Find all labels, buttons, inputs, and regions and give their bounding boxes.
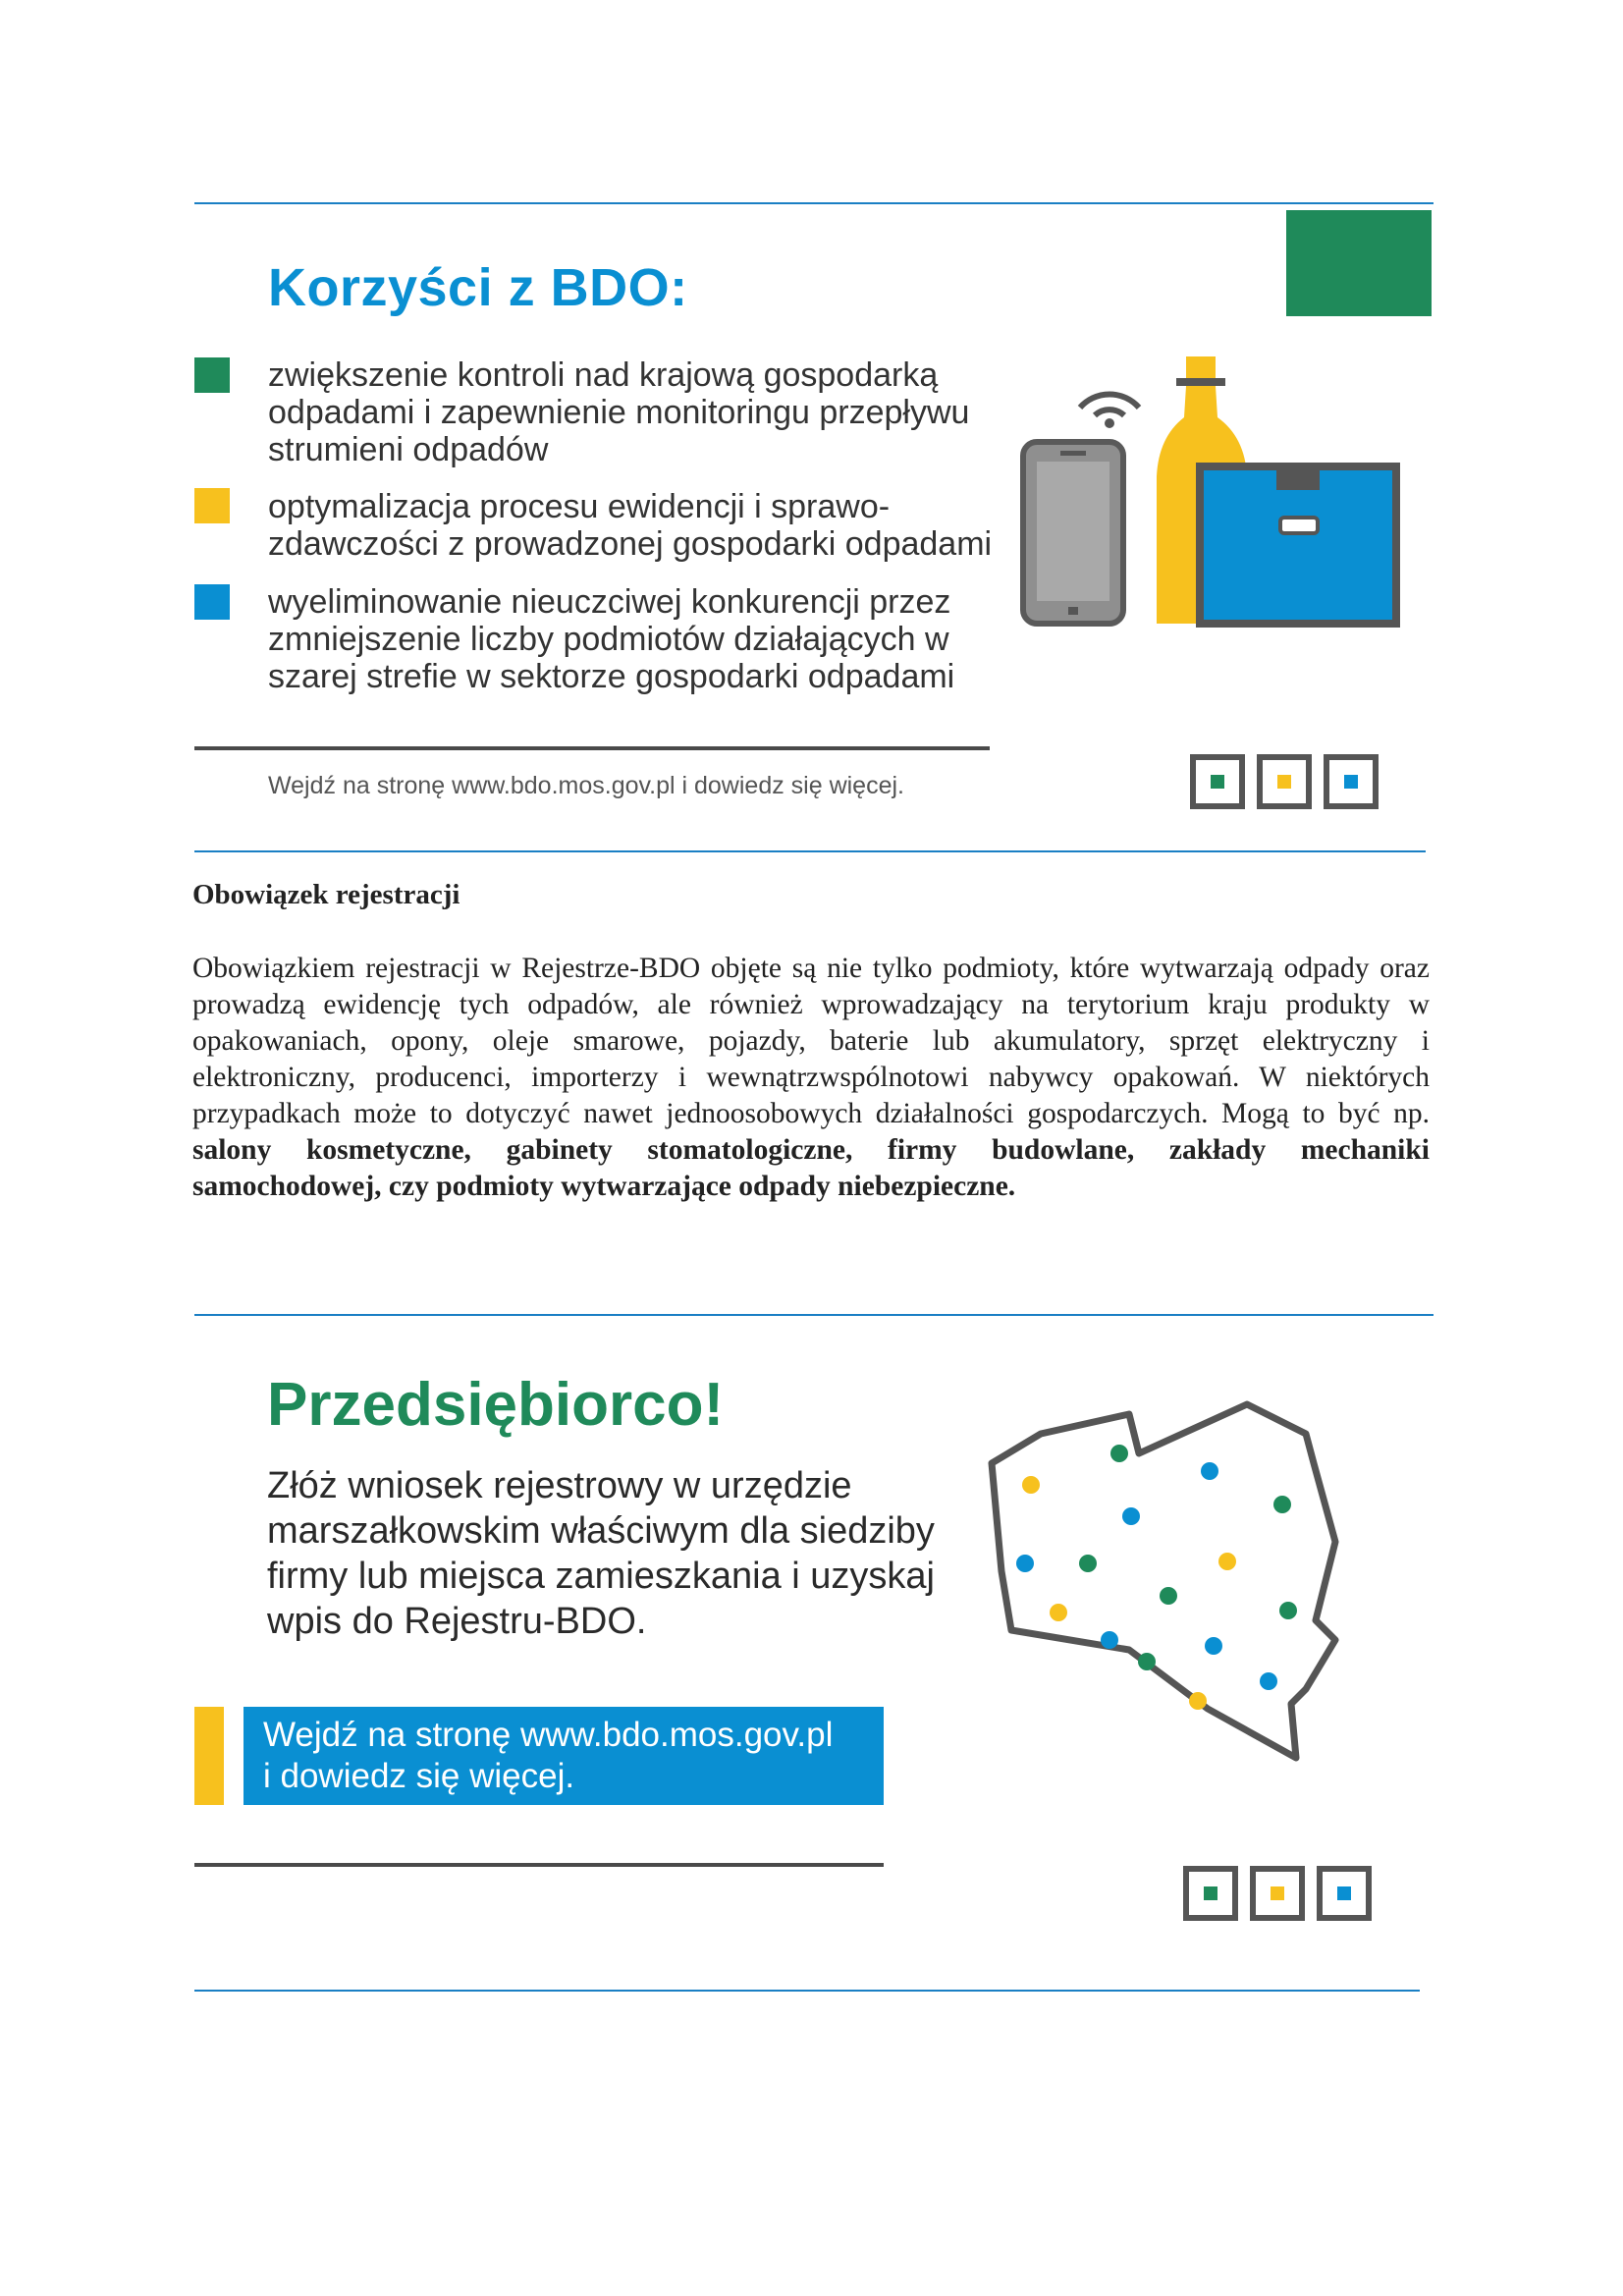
bdo-logo-bottom [1183,1858,1389,1927]
section1-separator [194,746,990,750]
box-icon [1200,466,1396,624]
section3-bottom-divider [194,1990,1420,1992]
cta-line-2: i dowiedz się więcej. [263,1757,575,1795]
registration-heading: Obowiązek rejestracji [192,879,460,910]
benefits-title: Korzyści z BDO: [268,258,688,317]
registration-examples: salony kosmetyczne, gabinety stomatologiczne, firmy budowlane, zakłady mechaniki samochodowej, czy podmioty wytwarzające odpady niebezpieczne. [192,1134,1430,1202]
section3-separator [194,1863,884,1867]
entrepreneur-body: Złóż wniosek rejestrowy w urzędzie marszałkowskim właściwym dla siedziby firmy lub miejsca zamieszkania i uzyskaj wpis do Rejestru-BDO. [267,1465,935,1642]
top-divider [194,202,1434,204]
poland-map-icon [982,1394,1394,1787]
entrepreneur-title: Przedsiębiorco! [267,1371,725,1439]
cta-line-1: Wejdź na stronę www.bdo.mos.gov.pl [263,1716,834,1754]
bullet-yellow-square [194,488,230,523]
waste-illustration [1011,349,1434,643]
benefit-item-2: optymalizacja procesu ewidencji i sprawo-zdawczości z prowadzonej gospodarki odpadami [268,488,993,563]
benefit-item-1: zwiększenie kontroli nad krajową gospodarką odpadami i zapewnienie monitoringu przepływu strumieni odpadów [268,356,970,468]
green-corner-block [1286,210,1432,316]
wifi-signal-icon [1080,394,1139,415]
website-hint: Wejdź na stronę www.bdo.mos.gov.pl i dowiedz się więcej. [268,772,904,799]
bullet-green-square [194,357,230,393]
benefit-item-3: wyeliminowanie nieuczciwej konkurencji przez zmniejszenie liczby podmiotów działających w szarej strefie w sektorze gospodarki odpadami [268,583,955,695]
cta-accent-bar [194,1707,224,1805]
bullet-blue-square [194,584,230,620]
smartphone-icon [1023,442,1123,624]
cta-website-box[interactable] [243,1707,884,1805]
registration-paragraph [192,951,1430,1205]
registration-text: Obowiązkiem rejestracji w Rejestrze-BDO objęte są nie tylko podmioty, które wytwarzają odpady oraz prowadzą ewidencję tych odpadów, ale również wprowadzający na terytorium kraju produkty w opakowaniach, opony, oleje smarowe, pojazdy, baterie lub akumulatory, sprzęt elektryczny i elektroniczny, producenci, importerzy i wewnątrzwspólnotowi nabywcy opakowań. W niektórych przypadkach może to dotyczyć nawet jednoosobowych działalności gospodarczych. Mogą to być np. [192,953,1430,1129]
section1-bottom-divider [194,850,1426,852]
bdo-logo [1190,746,1396,815]
section2-bottom-divider [194,1314,1434,1316]
